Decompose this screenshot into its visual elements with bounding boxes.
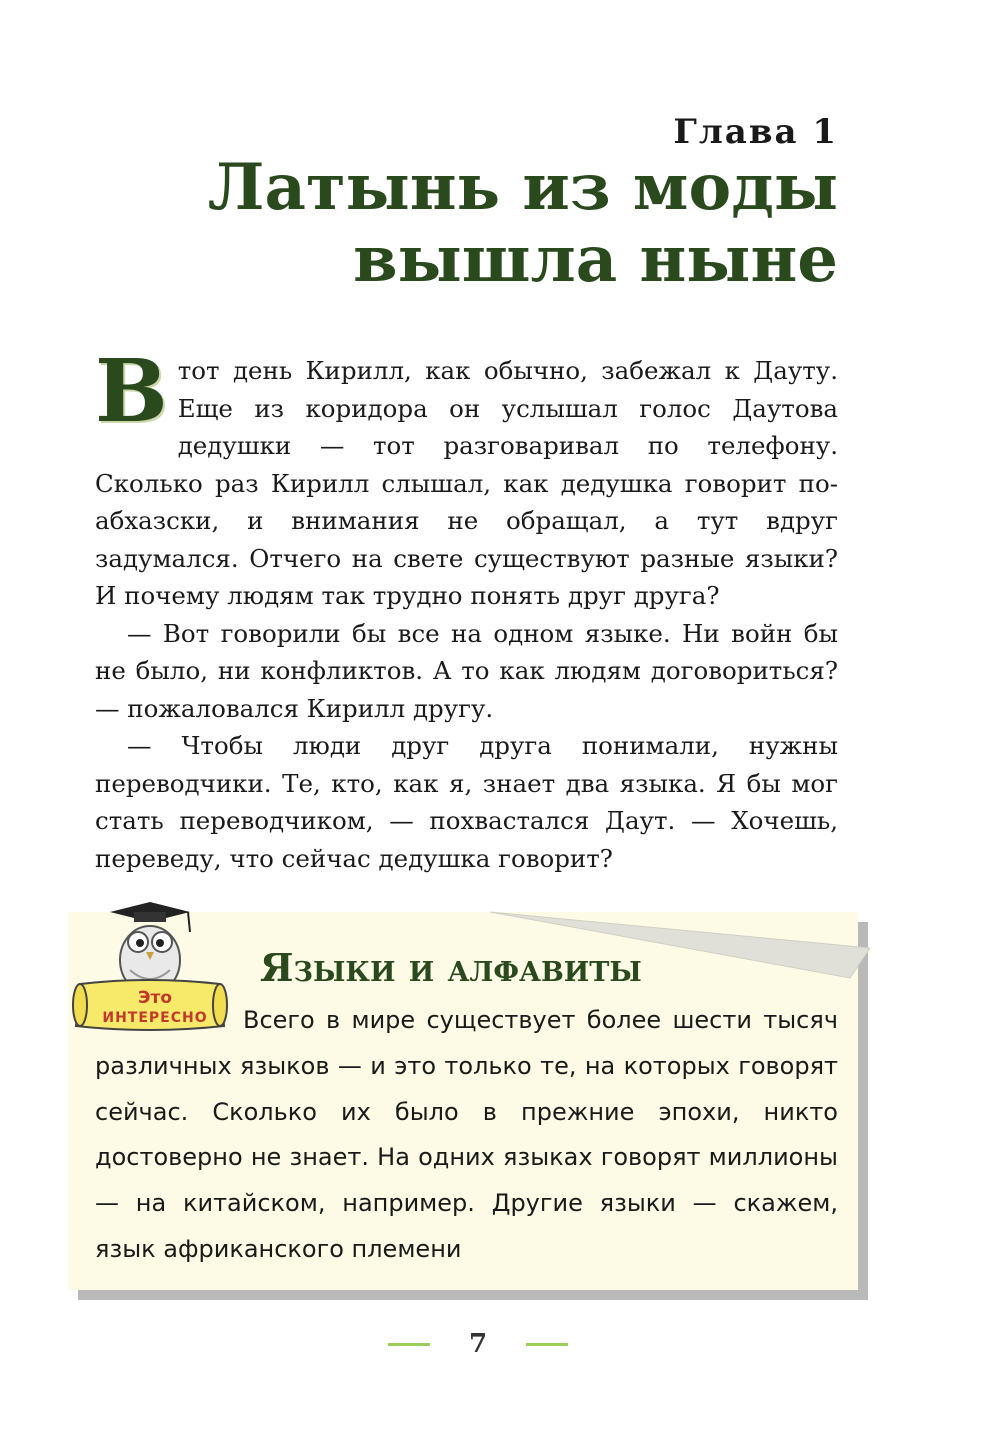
footer-line-right xyxy=(526,1343,568,1346)
story-paragraph-3: — Чтобы люди друг друга понимали, нужны переводчики. Те, кто, как я, знает два языка. Я бы мог стать переводчиком, — похвастался Даут. — Хочешь, переведу, что сейчас дедушка говорит? xyxy=(95,731,838,873)
chapter-title: Латынь из моды вышла ныне xyxy=(207,150,838,297)
page-footer xyxy=(388,1326,568,1362)
story-text xyxy=(95,341,838,877)
badge-line-2: ИНТЕРЕСНО xyxy=(102,1010,208,1026)
info-box-title: Языки и алфавиты xyxy=(260,945,642,990)
drop-cap: В xyxy=(95,341,168,442)
info-box-text: Всего в мире существует более шести тысяч различных языков — и это только те, на которых говорят сейчас. Сколько их было в прежние эпохи, никто достоверно не знает. На одних языках говорят миллионы — на китайском, например. Другие языки — скажем, язык африканского племени xyxy=(95,1006,838,1263)
story-paragraph-2: — Вот говорили бы все на одном языке. Ни войн бы не было, ни конфликтов. А то как людям договориться? — пожаловался Кирилл другу. xyxy=(95,618,838,723)
chapter-label: Глава 1 xyxy=(673,112,838,152)
badge-line-1: Это xyxy=(137,988,172,1008)
story-paragraph-1-text: тот день Кирилл, как обычно, забежал к Дауту. Еще из коридора он услышал голос Даутова дедушки — тот разговаривал по телефону. Сколько раз Кирилл слышал, как дедушка говорит по-абхазски, и внимания не обращал, а тут вдруг задумался. Отчего на свете существуют разные языки? И почему людям так трудно понять друг друга? xyxy=(95,356,838,610)
story-paragraph-1 xyxy=(95,341,838,615)
page-number: 7 xyxy=(468,1329,488,1359)
